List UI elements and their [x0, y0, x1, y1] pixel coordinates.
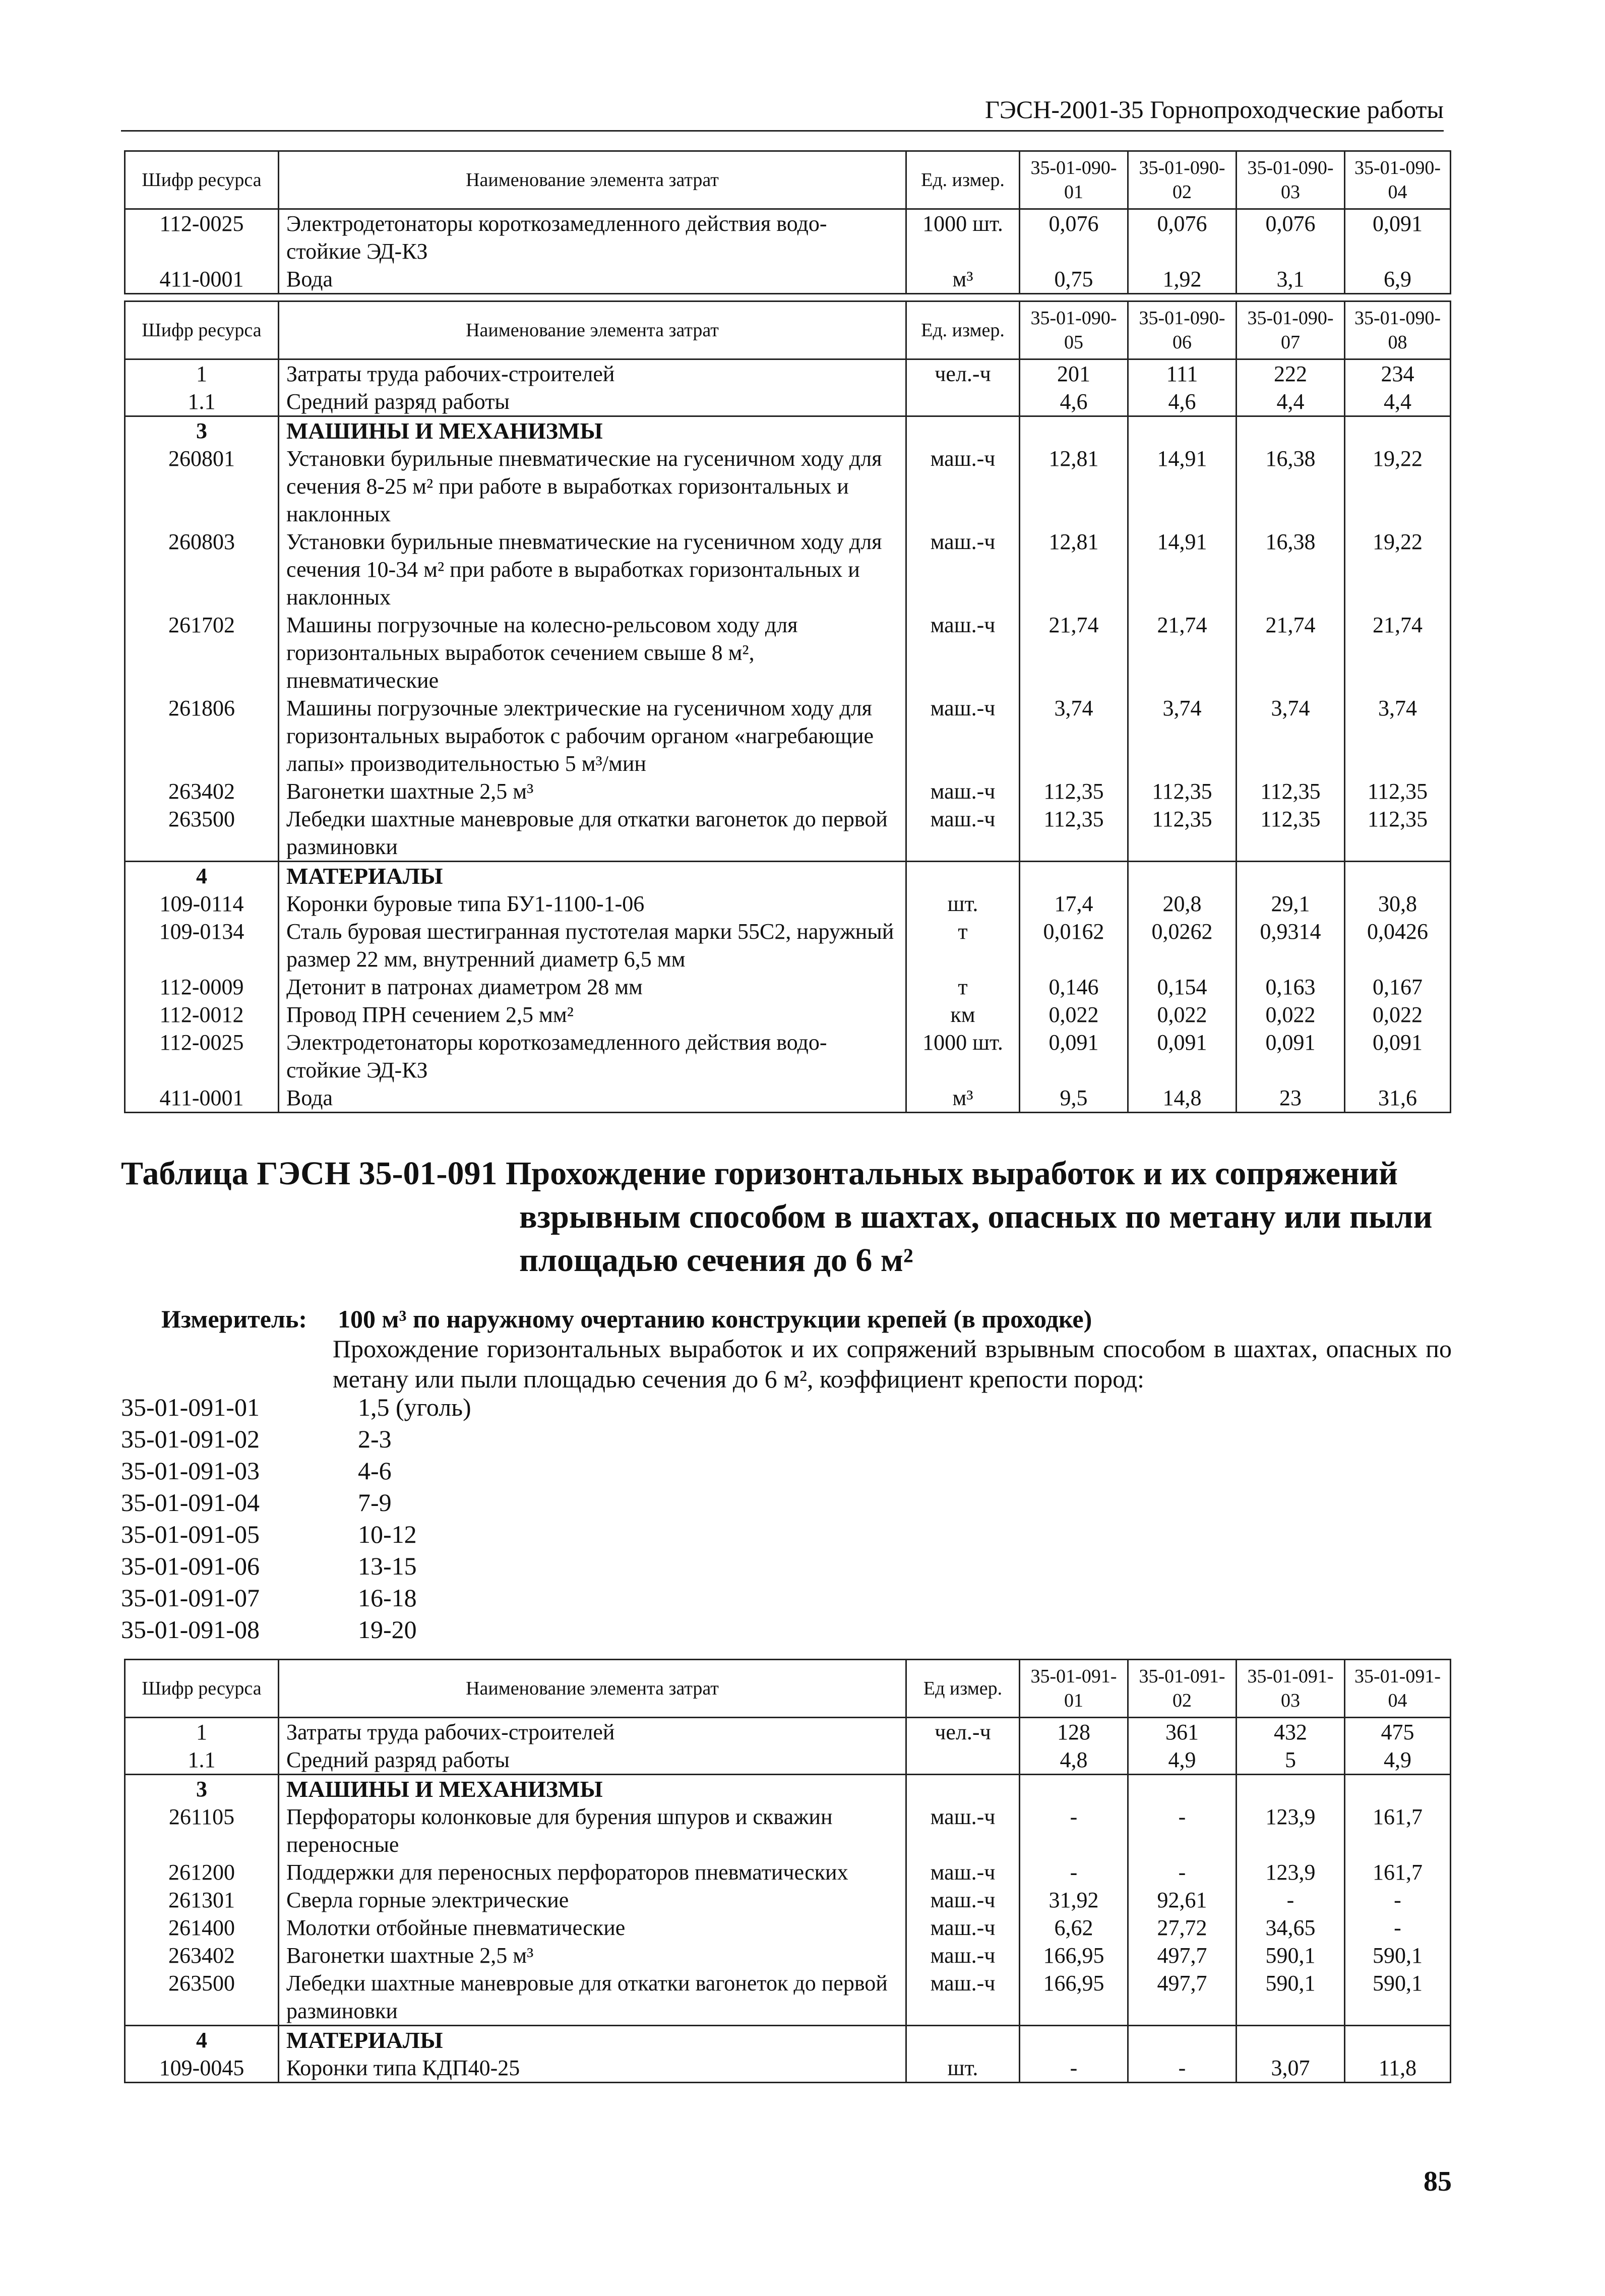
resource-code-cell: 3	[125, 1775, 279, 1803]
value-cell: 4,4	[1237, 388, 1345, 416]
value-cell: 4,6	[1020, 388, 1128, 416]
unit-cell: маш.-ч	[906, 694, 1020, 777]
unit-cell: маш.-ч	[906, 1942, 1020, 1969]
value-cell: 21,74	[1020, 611, 1128, 694]
section-row	[125, 862, 1451, 890]
unit-cell: маш.-ч	[906, 611, 1020, 694]
unit-cell	[906, 1746, 1020, 1775]
value-cell	[1128, 1775, 1237, 1803]
unit-cell: км	[906, 1001, 1020, 1029]
norm-code: 35-01-091-06	[121, 1552, 260, 1580]
value-cell: 166,95	[1020, 1969, 1128, 2026]
value-cell: -	[1128, 1803, 1237, 1858]
value-cell: 23	[1237, 1084, 1345, 1113]
rock-strength-value: 2-3	[358, 1425, 392, 1453]
resource-code-cell: 411-0001	[125, 1084, 279, 1113]
value-cell	[1345, 416, 1451, 445]
resource-name-cell: Поддержки для переносных перфораторов пневматических	[279, 1858, 906, 1886]
resource-name-cell: Вода	[279, 1084, 906, 1113]
value-cell: 0,0262	[1128, 918, 1237, 973]
column-header-unit: Ед. измер.	[906, 151, 1020, 209]
resource-name-cell: Лебедки шахтные маневровые для откатки вагонеток до первой разминовки	[279, 1969, 906, 2026]
value-cell: 432	[1237, 1718, 1345, 1746]
table-row	[125, 890, 1451, 918]
value-cell: 30,8	[1345, 890, 1451, 918]
header-rule	[121, 130, 1444, 132]
table-row	[125, 1029, 1451, 1084]
value-cell: 0,091	[1237, 1029, 1345, 1084]
resource-code-cell: 1	[125, 359, 279, 388]
column-header-name: Наименование элемента затрат	[279, 1660, 906, 1718]
value-cell: 497,7	[1128, 1969, 1237, 2026]
value-cell: 12,81	[1020, 528, 1128, 611]
table-caption	[121, 1152, 1482, 1282]
resource-name-cell: Лебедки шахтные маневровые для откатки вагонеток до первой разминовки	[279, 805, 906, 862]
resource-code-cell: 261400	[125, 1914, 279, 1942]
value-cell: 14,91	[1128, 528, 1237, 611]
unit-cell: маш.-ч	[906, 1886, 1020, 1914]
value-cell: 0,091	[1345, 1029, 1451, 1084]
table-row	[125, 777, 1451, 805]
column-header-code: Шифр ресурса	[125, 301, 279, 359]
resource-name-cell: Электродетонаторы короткозамедленного действия водо-стойкие ЭД-КЗ	[279, 209, 906, 266]
resource-name-cell: МАШИНЫ И МЕХАНИЗМЫ	[279, 1775, 906, 1803]
value-cell: 123,9	[1237, 1858, 1345, 1886]
section-row	[125, 2026, 1451, 2055]
value-cell: 234	[1345, 359, 1451, 388]
column-header-norm-code: 35-01-090-07	[1237, 301, 1345, 359]
value-cell: 0,146	[1020, 973, 1128, 1001]
value-cell: 0,0162	[1020, 918, 1128, 973]
unit-cell: шт.	[906, 2054, 1020, 2083]
rock-strength-value: 7-9	[358, 1488, 392, 1517]
rock-strength-value: 19-20	[358, 1615, 417, 1644]
table-header-row	[125, 301, 1451, 359]
value-cell: 0,167	[1345, 973, 1451, 1001]
resource-name-cell: Установки бурильные пневматические на гусеничном ходу для сечения 8-25 м² при работе в выработках горизонтальных и наклонных	[279, 445, 906, 528]
value-cell	[1020, 2026, 1128, 2055]
rock-strength-value: 4-6	[358, 1457, 392, 1485]
value-cell: 14,8	[1128, 1084, 1237, 1113]
value-cell: 112,35	[1020, 777, 1128, 805]
table-row	[125, 805, 1451, 862]
resource-table-090-01-04	[124, 150, 1451, 294]
value-cell: -	[1128, 1858, 1237, 1886]
unit-cell: т	[906, 973, 1020, 1001]
value-cell: -	[1128, 2054, 1237, 2083]
value-cell: 0,022	[1237, 1001, 1345, 1029]
table-row	[125, 1969, 1451, 2026]
table-row	[125, 528, 1451, 611]
value-cell: 4,9	[1345, 1746, 1451, 1775]
resource-name-cell: Молотки отбойные пневматические	[279, 1914, 906, 1942]
value-cell: 123,9	[1237, 1803, 1345, 1858]
table-row	[125, 694, 1451, 777]
column-header-norm-code: 35-01-090-04	[1345, 151, 1451, 209]
value-cell: 6,9	[1345, 265, 1451, 294]
value-cell: 31,6	[1345, 1084, 1451, 1113]
column-header-norm-code: 35-01-090-05	[1020, 301, 1128, 359]
rock-strength-value: 10-12	[358, 1520, 417, 1548]
value-cell: 590,1	[1237, 1969, 1345, 2026]
column-header-name: Наименование элемента затрат	[279, 151, 906, 209]
value-cell: 3,74	[1237, 694, 1345, 777]
value-cell: 92,61	[1128, 1886, 1237, 1914]
value-cell: -	[1020, 1858, 1128, 1886]
caption-line-1: Таблица ГЭСН 35-01-091 Прохождение горизонтальных выработок и их сопряжений	[121, 1155, 1398, 1192]
norm-code-item	[121, 1487, 471, 1519]
unit-cell: 1000 шт.	[906, 1029, 1020, 1084]
value-cell: 34,65	[1237, 1914, 1345, 1942]
resource-table-091-01-04	[124, 1659, 1451, 2083]
value-cell: 1,92	[1128, 265, 1237, 294]
value-cell: 4,8	[1020, 1746, 1128, 1775]
value-cell: 128	[1020, 1718, 1128, 1746]
norm-code: 35-01-091-02	[121, 1425, 260, 1453]
value-cell	[1237, 1775, 1345, 1803]
norm-code: 35-01-091-07	[121, 1584, 260, 1612]
table-row	[125, 1914, 1451, 1942]
resource-code-cell: 4	[125, 862, 279, 890]
table-row	[125, 973, 1451, 1001]
unit-cell: маш.-ч	[906, 1969, 1020, 2026]
value-cell: -	[1020, 1803, 1128, 1858]
value-cell: 0,022	[1345, 1001, 1451, 1029]
value-cell: 16,38	[1237, 445, 1345, 528]
resource-code-cell: 3	[125, 416, 279, 445]
resource-code-cell: 4	[125, 2026, 279, 2055]
table-row	[125, 359, 1451, 388]
norm-code-item	[121, 1455, 471, 1487]
column-header-norm-code: 35-01-091-03	[1237, 1660, 1345, 1718]
value-cell	[1020, 416, 1128, 445]
resource-name-cell: МАШИНЫ И МЕХАНИЗМЫ	[279, 416, 906, 445]
norm-code-item	[121, 1519, 471, 1550]
caption-line-3: площадью сечения до 6 м²	[519, 1242, 913, 1279]
norm-code: 35-01-091-04	[121, 1488, 260, 1517]
resource-code-cell: 109-0045	[125, 2054, 279, 2083]
resource-name-cell: Детонит в патронах диаметром 28 мм	[279, 973, 906, 1001]
norm-code: 35-01-091-01	[121, 1393, 260, 1421]
table-row	[125, 611, 1451, 694]
unit-cell: маш.-ч	[906, 1914, 1020, 1942]
value-cell	[1128, 2026, 1237, 2055]
value-cell: -	[1020, 2054, 1128, 2083]
value-cell: 0,9314	[1237, 918, 1345, 973]
resource-name-cell: Затраты труда рабочих-строителей	[279, 1718, 906, 1746]
resource-code-cell: 112-0012	[125, 1001, 279, 1029]
value-cell: 0,75	[1020, 265, 1128, 294]
work-description-text: Прохождение горизонтальных выработок и их сопряжений взрывным способом в шахтах, опасных по метану или пыли площадью сечения до 6 м², коэффициент крепости пород:	[333, 1335, 1452, 1393]
resource-code-cell: 112-0025	[125, 209, 279, 266]
resource-code-cell: 261200	[125, 1858, 279, 1886]
value-cell: 166,95	[1020, 1942, 1128, 1969]
unit-cell: т	[906, 918, 1020, 973]
table-row	[125, 388, 1451, 416]
value-cell	[1020, 1775, 1128, 1803]
unit-cell: м³	[906, 1084, 1020, 1113]
value-cell	[1237, 862, 1345, 890]
value-cell: 590,1	[1345, 1969, 1451, 2026]
value-cell: 0,022	[1128, 1001, 1237, 1029]
unit-cell: маш.-ч	[906, 1803, 1020, 1858]
value-cell: 112,35	[1020, 805, 1128, 862]
resource-code-cell: 263500	[125, 1969, 279, 2026]
resource-name-cell: Сталь буровая шестигранная пустотелая марки 55С2, наружный размер 22 мм, внутренний диаметр 6,5 мм	[279, 918, 906, 973]
unit-cell: чел.-ч	[906, 359, 1020, 388]
value-cell: 4,6	[1128, 388, 1237, 416]
norm-code: 35-01-091-08	[121, 1615, 260, 1644]
unit-cell: маш.-ч	[906, 528, 1020, 611]
unit-cell: маш.-ч	[906, 805, 1020, 862]
resource-name-cell: Провод ПРН сечением 2,5 мм²	[279, 1001, 906, 1029]
value-cell: 14,91	[1128, 445, 1237, 528]
resource-table-090-05-08	[124, 300, 1451, 1113]
value-cell: 3,74	[1345, 694, 1451, 777]
column-header-norm-code: 35-01-091-01	[1020, 1660, 1128, 1718]
measurement-label: Измеритель:	[161, 1305, 307, 1333]
value-cell: -	[1345, 1914, 1451, 1942]
value-cell	[1020, 862, 1128, 890]
resource-name-cell: МАТЕРИАЛЫ	[279, 862, 906, 890]
table-header-row	[125, 151, 1451, 209]
norm-code-item	[121, 1582, 471, 1614]
norm-code-item	[121, 1614, 471, 1646]
value-cell: 3,74	[1128, 694, 1237, 777]
resource-name-cell: Перфораторы колонковые для бурения шпуров и скважин переносные	[279, 1803, 906, 1858]
work-description	[121, 1334, 1452, 1394]
value-cell: 6,62	[1020, 1914, 1128, 1942]
resource-code-cell: 261806	[125, 694, 279, 777]
value-cell: 0,091	[1020, 1029, 1128, 1084]
value-cell	[1237, 416, 1345, 445]
value-cell	[1128, 416, 1237, 445]
resource-code-cell: 411-0001	[125, 265, 279, 294]
value-cell: 29,1	[1237, 890, 1345, 918]
unit-cell: маш.-ч	[906, 1858, 1020, 1886]
resource-code-cell: 261702	[125, 611, 279, 694]
table-row	[125, 1718, 1451, 1746]
resource-name-cell: Затраты труда рабочих-строителей	[279, 359, 906, 388]
value-cell: 201	[1020, 359, 1128, 388]
value-cell: 21,74	[1237, 611, 1345, 694]
table-row	[125, 1858, 1451, 1886]
value-cell: 5	[1237, 1746, 1345, 1775]
value-cell	[1345, 862, 1451, 890]
unit-cell: маш.-ч	[906, 445, 1020, 528]
value-cell	[1128, 862, 1237, 890]
resource-code-cell: 263402	[125, 1942, 279, 1969]
value-cell: 590,1	[1237, 1942, 1345, 1969]
value-cell: 0,154	[1128, 973, 1237, 1001]
value-cell: 497,7	[1128, 1942, 1237, 1969]
resource-code-cell: 1	[125, 1718, 279, 1746]
norm-code: 35-01-091-05	[121, 1520, 260, 1548]
value-cell: 9,5	[1020, 1084, 1128, 1113]
table-row	[125, 209, 1451, 266]
column-header-norm-code: 35-01-090-01	[1020, 151, 1128, 209]
resource-name-cell: Коронки буровые типа БУ1-1100-1-06	[279, 890, 906, 918]
norm-code-list	[121, 1392, 471, 1646]
resource-name-cell: Средний разряд работы	[279, 388, 906, 416]
unit-cell: чел.-ч	[906, 1718, 1020, 1746]
unit-cell	[906, 388, 1020, 416]
resource-code-cell: 261301	[125, 1886, 279, 1914]
value-cell: 112,35	[1345, 805, 1451, 862]
unit-cell	[906, 1775, 1020, 1803]
norm-code: 35-01-091-03	[121, 1457, 260, 1485]
running-header: ГЭСН-2001-35 Горнопроходческие работы	[985, 95, 1444, 124]
value-cell: 3,07	[1237, 2054, 1345, 2083]
value-cell: 0,022	[1020, 1001, 1128, 1029]
resource-code-cell: 109-0134	[125, 918, 279, 973]
unit-cell: м³	[906, 265, 1020, 294]
table-header-row	[125, 1660, 1451, 1718]
resource-code-cell: 261105	[125, 1803, 279, 1858]
column-header-norm-code: 35-01-090-02	[1128, 151, 1237, 209]
table-row	[125, 2054, 1451, 2083]
resource-name-cell: Электродетонаторы короткозамедленного действия водо-стойкие ЭД-КЗ	[279, 1029, 906, 1084]
measurement-text: 100 м³ по наружному очертанию конструкции крепей (в проходке)	[338, 1305, 1092, 1333]
value-cell: 0,091	[1128, 1029, 1237, 1084]
column-header-norm-code: 35-01-090-08	[1345, 301, 1451, 359]
norm-code-item	[121, 1392, 471, 1423]
column-header-code: Шифр ресурса	[125, 1660, 279, 1718]
value-cell: 0,163	[1237, 973, 1345, 1001]
value-cell: 112,35	[1237, 777, 1345, 805]
unit-cell	[906, 2026, 1020, 2055]
value-cell: 20,8	[1128, 890, 1237, 918]
unit-cell	[906, 416, 1020, 445]
column-header-norm-code: 35-01-090-03	[1237, 151, 1345, 209]
resource-name-cell: Установки бурильные пневматические на гусеничном ходу для сечения 10-34 м² при работе в выработках горизонтальных и наклонных	[279, 528, 906, 611]
column-header-code: Шифр ресурса	[125, 151, 279, 209]
value-cell: 0,076	[1128, 209, 1237, 266]
value-cell	[1237, 2026, 1345, 2055]
resource-name-cell: Машины погрузочные электрические на гусеничном ходу для горизонтальных выработок с рабочим органом «нагребающие лапы» производительностью 5 м³/мин	[279, 694, 906, 777]
section-row	[125, 1775, 1451, 1803]
caption-line-2: взрывным способом в шахтах, опасных по метану или пыли	[519, 1198, 1433, 1235]
value-cell	[1345, 2026, 1451, 2055]
column-header-norm-code: 35-01-091-02	[1128, 1660, 1237, 1718]
table-row	[125, 265, 1451, 294]
table-row	[125, 1886, 1451, 1914]
column-header-unit: Ед измер.	[906, 1660, 1020, 1718]
resource-name-cell: Средний разряд работы	[279, 1746, 906, 1775]
rock-strength-value: 16-18	[358, 1584, 417, 1612]
resource-name-cell: Вагонетки шахтные 2,5 м³	[279, 777, 906, 805]
value-cell: 3,74	[1020, 694, 1128, 777]
value-cell: 19,22	[1345, 528, 1451, 611]
norm-code-item	[121, 1423, 471, 1455]
value-cell: 111	[1128, 359, 1237, 388]
value-cell: 161,7	[1345, 1858, 1451, 1886]
value-cell: 222	[1237, 359, 1345, 388]
resource-name-cell: Вода	[279, 265, 906, 294]
value-cell: 161,7	[1345, 1803, 1451, 1858]
unit-cell: маш.-ч	[906, 777, 1020, 805]
value-cell: 4,9	[1128, 1746, 1237, 1775]
value-cell: 112,35	[1237, 805, 1345, 862]
resource-code-cell: 260801	[125, 445, 279, 528]
resource-code-cell: 263402	[125, 777, 279, 805]
value-cell: -	[1345, 1886, 1451, 1914]
rock-strength-value: 13-15	[358, 1552, 417, 1580]
resource-code-cell: 263500	[125, 805, 279, 862]
resource-name-cell: Машины погрузочные на колесно-рельсовом ходу для горизонтальных выработок сечением свыше 8 м², пневматические	[279, 611, 906, 694]
resource-name-cell: Сверла горные электрические	[279, 1886, 906, 1914]
resource-name-cell: Коронки типа КДП40-25	[279, 2054, 906, 2083]
table-row	[125, 1746, 1451, 1775]
resource-code-cell: 260803	[125, 528, 279, 611]
table-row	[125, 1084, 1451, 1113]
resource-code-cell: 1.1	[125, 388, 279, 416]
table-row	[125, 1001, 1451, 1029]
value-cell: 19,22	[1345, 445, 1451, 528]
value-cell: 0,0426	[1345, 918, 1451, 973]
value-cell: 0,091	[1345, 209, 1451, 266]
value-cell: 112,35	[1345, 777, 1451, 805]
value-cell: 21,74	[1128, 611, 1237, 694]
value-cell	[1345, 1775, 1451, 1803]
resource-code-cell: 112-0025	[125, 1029, 279, 1084]
value-cell: 17,4	[1020, 890, 1128, 918]
resource-code-cell: 112-0009	[125, 973, 279, 1001]
value-cell: -	[1237, 1886, 1345, 1914]
value-cell: 11,8	[1345, 2054, 1451, 2083]
column-header-norm-code: 35-01-090-06	[1128, 301, 1237, 359]
value-cell: 112,35	[1128, 805, 1237, 862]
value-cell: 3,1	[1237, 265, 1345, 294]
resource-name-cell: Вагонетки шахтные 2,5 м³	[279, 1942, 906, 1969]
value-cell: 16,38	[1237, 528, 1345, 611]
section-row	[125, 416, 1451, 445]
table-row	[125, 918, 1451, 973]
rock-strength-value: 1,5 (уголь)	[358, 1393, 471, 1421]
resource-name-cell: МАТЕРИАЛЫ	[279, 2026, 906, 2055]
column-header-unit: Ед. измер.	[906, 301, 1020, 359]
column-header-name: Наименование элемента затрат	[279, 301, 906, 359]
table-row	[125, 445, 1451, 528]
table-row	[125, 1803, 1451, 1858]
resource-code-cell: 109-0114	[125, 890, 279, 918]
value-cell: 4,4	[1345, 388, 1451, 416]
resource-code-cell: 1.1	[125, 1746, 279, 1775]
unit-cell: шт.	[906, 890, 1020, 918]
norm-code-item	[121, 1550, 471, 1582]
value-cell: 590,1	[1345, 1942, 1451, 1969]
value-cell: 21,74	[1345, 611, 1451, 694]
table-row	[125, 1942, 1451, 1969]
value-cell: 475	[1345, 1718, 1451, 1746]
value-cell: 0,076	[1020, 209, 1128, 266]
value-cell: 112,35	[1128, 777, 1237, 805]
value-cell: 361	[1128, 1718, 1237, 1746]
column-header-norm-code: 35-01-091-04	[1345, 1660, 1451, 1718]
page-number: 85	[1424, 2166, 1452, 2197]
value-cell: 31,92	[1020, 1886, 1128, 1914]
value-cell: 0,076	[1237, 209, 1345, 266]
unit-cell: 1000 шт.	[906, 209, 1020, 266]
value-cell: 12,81	[1020, 445, 1128, 528]
value-cell: 27,72	[1128, 1914, 1237, 1942]
measurement-unit	[161, 1303, 1472, 1335]
unit-cell	[906, 862, 1020, 890]
